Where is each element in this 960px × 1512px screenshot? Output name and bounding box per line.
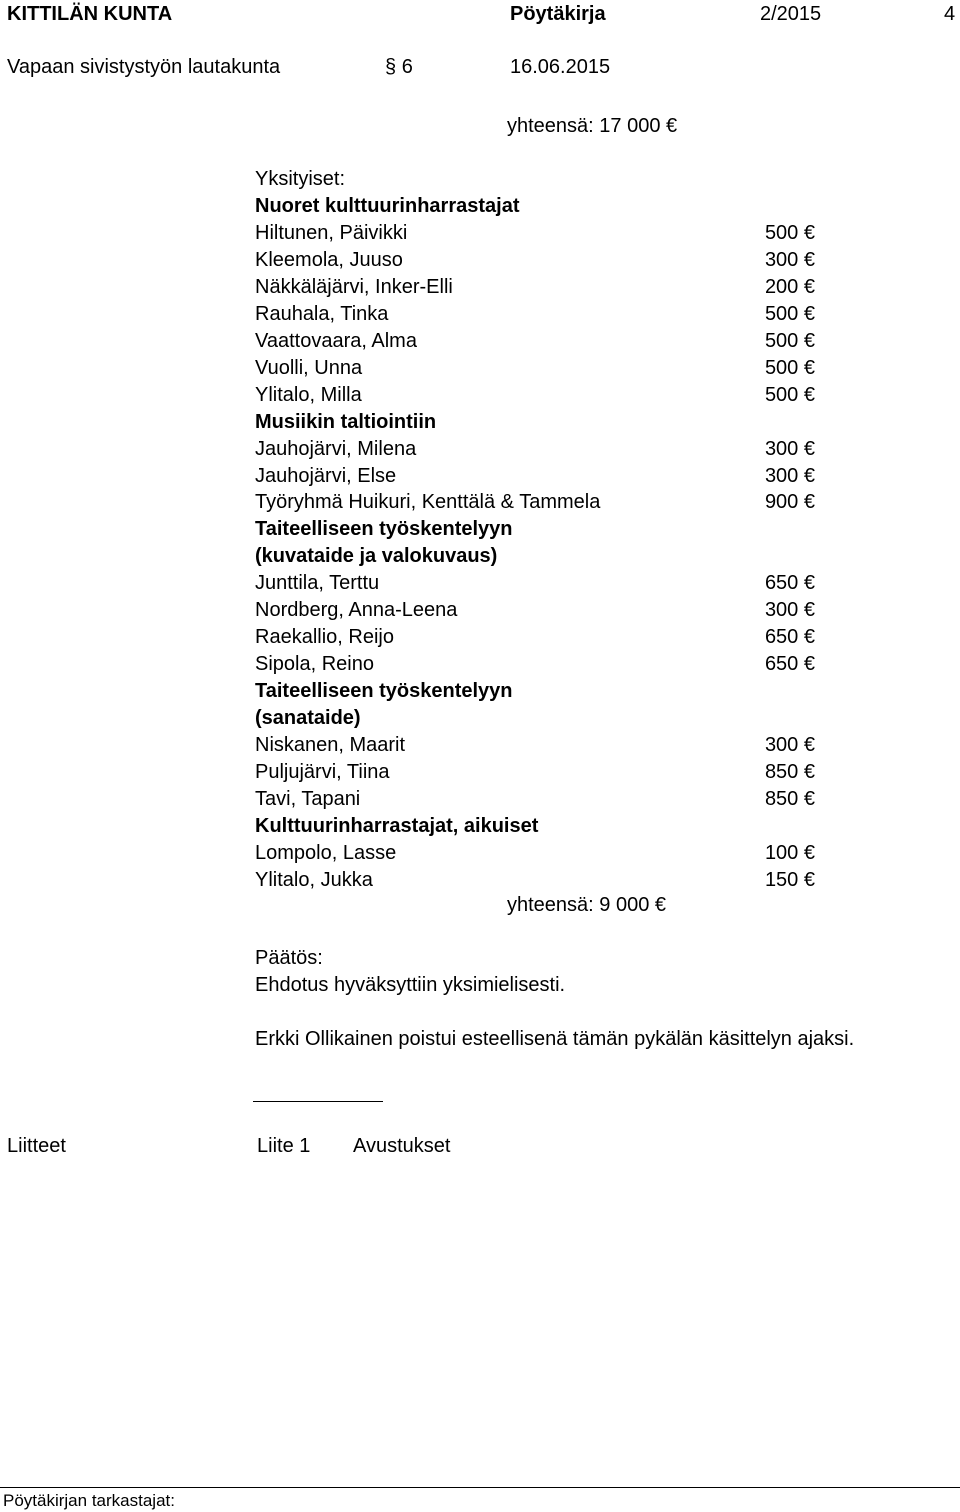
board-name: Vapaan sivistystyön lautakunta [7, 56, 281, 78]
category-heading: Kulttuurinharrastajat, aikuiset [255, 814, 539, 837]
grant-row [255, 274, 815, 301]
decision-text: Ehdotus hyväksyttiin yksimielisesti. [255, 974, 566, 996]
attachment-title: Avustukset [353, 1135, 451, 1157]
decision-label: Päätös: [255, 947, 323, 969]
grant-row [255, 759, 815, 786]
grant-amount: 650 € [764, 626, 815, 649]
grant-row [255, 220, 815, 247]
grant-row [255, 867, 815, 894]
category-heading: (kuvataide ja valokuvaus) [255, 545, 498, 568]
grant-amount: 100 € [764, 841, 815, 864]
recipient-name: Raekallio, Reijo [255, 626, 394, 649]
section-sign: § 6 [385, 56, 413, 78]
recipient-name: Sipola, Reino [255, 653, 374, 676]
grant-row [255, 624, 815, 651]
municipality-name: KITTILÄN KUNTA [7, 3, 173, 25]
recipient-name: Niskanen, Maarit [255, 734, 406, 756]
grant-row [255, 597, 815, 624]
grant-amount: 500 € [764, 356, 815, 379]
attachment-id: Liite 1 [257, 1135, 311, 1157]
grant-row [255, 301, 815, 328]
category-heading: Nuoret kulttuurinharrastajat [255, 195, 520, 217]
grant-amount: 300 € [764, 437, 815, 460]
attachments-label: Liitteet [7, 1135, 66, 1157]
recipient-name: Tavi, Tapani [255, 787, 361, 810]
grant-row [255, 382, 815, 409]
grant-amount: 300 € [764, 464, 815, 487]
grant-row [255, 355, 815, 382]
grant-row [255, 840, 815, 867]
grant-row [255, 247, 815, 274]
grant-row [255, 436, 815, 463]
category-heading: Taiteelliseen työskentelyyn [255, 680, 513, 703]
grant-amount: 500 € [764, 383, 815, 406]
recipient-name: Näkkäläjärvi, Inker-Elli [255, 275, 453, 298]
recipient-name: Lompolo, Lasse [255, 841, 397, 864]
private-label: Yksityiset: [255, 168, 346, 190]
section-number: 6 [401, 56, 413, 78]
recipient-name: Jauhojärvi, Milena [255, 437, 417, 460]
recipient-name: Vuolli, Unna [255, 356, 363, 379]
checkers-label: Pöytäkirjan tarkastajat: [3, 1491, 175, 1510]
grant-amount: 300 € [764, 734, 815, 756]
recipient-name: Ylitalo, Milla [255, 383, 362, 406]
recusal-note: Erkki Ollikainen poistui esteellisenä tämän pykälän käsittelyn ajaksi. [255, 1028, 855, 1050]
total-bottom: yhteensä: 9 000 € [507, 894, 667, 916]
grant-amount: 850 € [764, 760, 815, 783]
grant-amount: 500 € [764, 329, 815, 352]
category-heading: Musiikin taltiointiin [255, 410, 437, 433]
grant-row [255, 328, 815, 355]
meeting-date: 16.06.2015 [510, 56, 611, 78]
category-heading: Taiteelliseen työskentelyyn [255, 518, 513, 541]
grant-row [255, 570, 815, 597]
grant-amount: 850 € [764, 787, 815, 810]
grant-amount: 300 € [764, 248, 815, 271]
grant-amount: 650 € [764, 572, 815, 595]
grant-amount: 500 € [764, 302, 815, 325]
separator-line [253, 1101, 383, 1102]
category-heading: (sanataide) [255, 707, 361, 730]
grant-amount: 150 € [764, 868, 815, 891]
grant-amount: 300 € [764, 599, 815, 622]
document-number: 2/2015 [760, 3, 822, 25]
recipient-name: Vaattovaara, Alma [255, 329, 417, 352]
recipient-name: Rauhala, Tinka [255, 302, 389, 325]
total-top: yhteensä: 17 000 € [507, 115, 678, 137]
grant-row [255, 489, 815, 516]
recipient-name: Ylitalo, Jukka [255, 868, 373, 891]
recipient-name: Puljujärvi, Tiina [255, 760, 390, 783]
grant-amount: 500 € [764, 221, 815, 244]
grant-amount: 900 € [764, 491, 815, 514]
recipient-name: Nordberg, Anna-Leena [255, 599, 458, 622]
recipient-name: Työryhmä Huikuri, Kenttälä & Tammela [255, 491, 601, 514]
grant-row [255, 732, 815, 759]
grant-amount: 200 € [764, 275, 815, 298]
grant-amount: 650 € [764, 653, 815, 676]
recipient-name: Kleemola, Juuso [255, 248, 403, 271]
grant-row [255, 651, 815, 678]
recipient-name: Hiltunen, Päivikki [255, 221, 408, 244]
footer-line [0, 1487, 960, 1488]
recipient-name: Jauhojärvi, Else [255, 464, 397, 487]
grant-row [255, 463, 815, 490]
document-type: Pöytäkirja [510, 3, 606, 25]
recipient-name: Junttila, Terttu [255, 572, 380, 595]
grant-row [255, 786, 815, 813]
page-number: 4 [944, 3, 956, 25]
